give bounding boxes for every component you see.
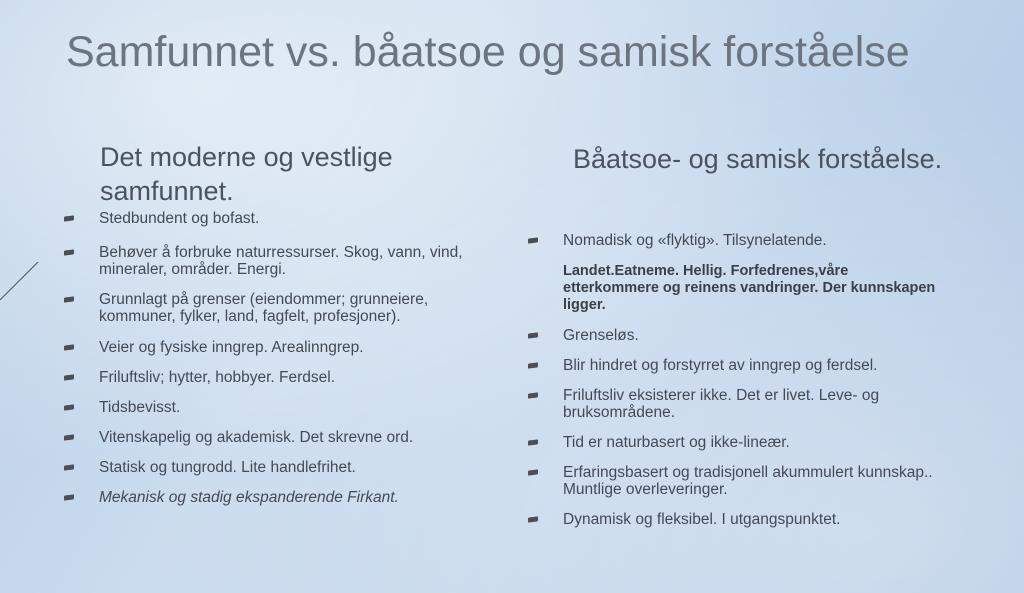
list-item: Grunnlagt på grenser (eiendommer; grunneiere, kommuner, fylker, land, fagfelt, profesjoner). <box>64 291 504 325</box>
bullet-icon <box>528 362 538 368</box>
bullet-icon <box>64 434 74 440</box>
bullet-icon <box>64 464 74 470</box>
bullet-icon <box>528 237 538 243</box>
bullet-icon <box>64 249 74 255</box>
bullet-icon <box>528 439 538 445</box>
bullet-icon <box>64 404 74 410</box>
bullet-icon <box>528 469 538 475</box>
bullet-icon <box>64 494 74 500</box>
right-column-heading: Båatsoe- og samisk forståelse. <box>573 144 943 174</box>
list-item: Statisk og tungrodd. Lite handlefrihet. <box>64 459 504 476</box>
list-item: Friluftsliv eksisterer ikke. Det er livet. Leve- og bruksområdene. <box>528 387 948 421</box>
list-item: Behøver å forbruke naturressurser. Skog, vann, vind, mineraler, områder. Energi. <box>64 244 504 278</box>
left-column-heading: Det moderne og vestlige samfunnet. <box>100 142 393 206</box>
list-item: Stedbundent og bofast. <box>64 210 504 227</box>
list-item: Landet.Eatneme. Hellig. Forfedrenes,våre etterkommere og reinens vandringer. Der kunnskapen ligger. <box>563 263 936 313</box>
bullet-icon <box>64 344 74 350</box>
right-bullet-list <box>528 232 948 528</box>
list-item: Erfaringsbasert og tradisjonell akummulert kunnskap.. Muntlige overleveringer. <box>528 464 948 498</box>
bullet-icon <box>528 392 538 398</box>
left-bullet-list <box>64 210 504 506</box>
list-item: Mekanisk og stadig ekspanderende Firkant. <box>64 489 504 506</box>
bullet-icon <box>528 332 538 338</box>
list-item: Grenseløs. <box>528 327 948 344</box>
list-item: Nomadisk og «flyktig». Tilsynelatende. <box>528 232 948 249</box>
list-item: Blir hindret og forstyrret av inngrep og ferdsel. <box>528 357 948 374</box>
list-item: Vitenskapelig og akademisk. Det skrevne ord. <box>64 429 504 446</box>
bullet-icon <box>64 374 74 380</box>
bullet-icon <box>64 215 74 221</box>
slide-title: Samfunnet vs. båatsoe og samisk forståelse <box>66 28 910 76</box>
decorative-line <box>0 262 40 302</box>
list-item: Friluftsliv; hytter, hobbyer. Ferdsel. <box>64 369 504 386</box>
list-item: Dynamisk og fleksibel. I utgangspunktet. <box>528 511 948 528</box>
bullet-icon <box>64 296 74 302</box>
list-item: Tid er naturbasert og ikke-lineær. <box>528 434 948 451</box>
list-item: Veier og fysiske inngrep. Arealinngrep. <box>64 339 504 356</box>
list-item: Tidsbevisst. <box>64 399 504 416</box>
bullet-icon <box>528 516 538 522</box>
